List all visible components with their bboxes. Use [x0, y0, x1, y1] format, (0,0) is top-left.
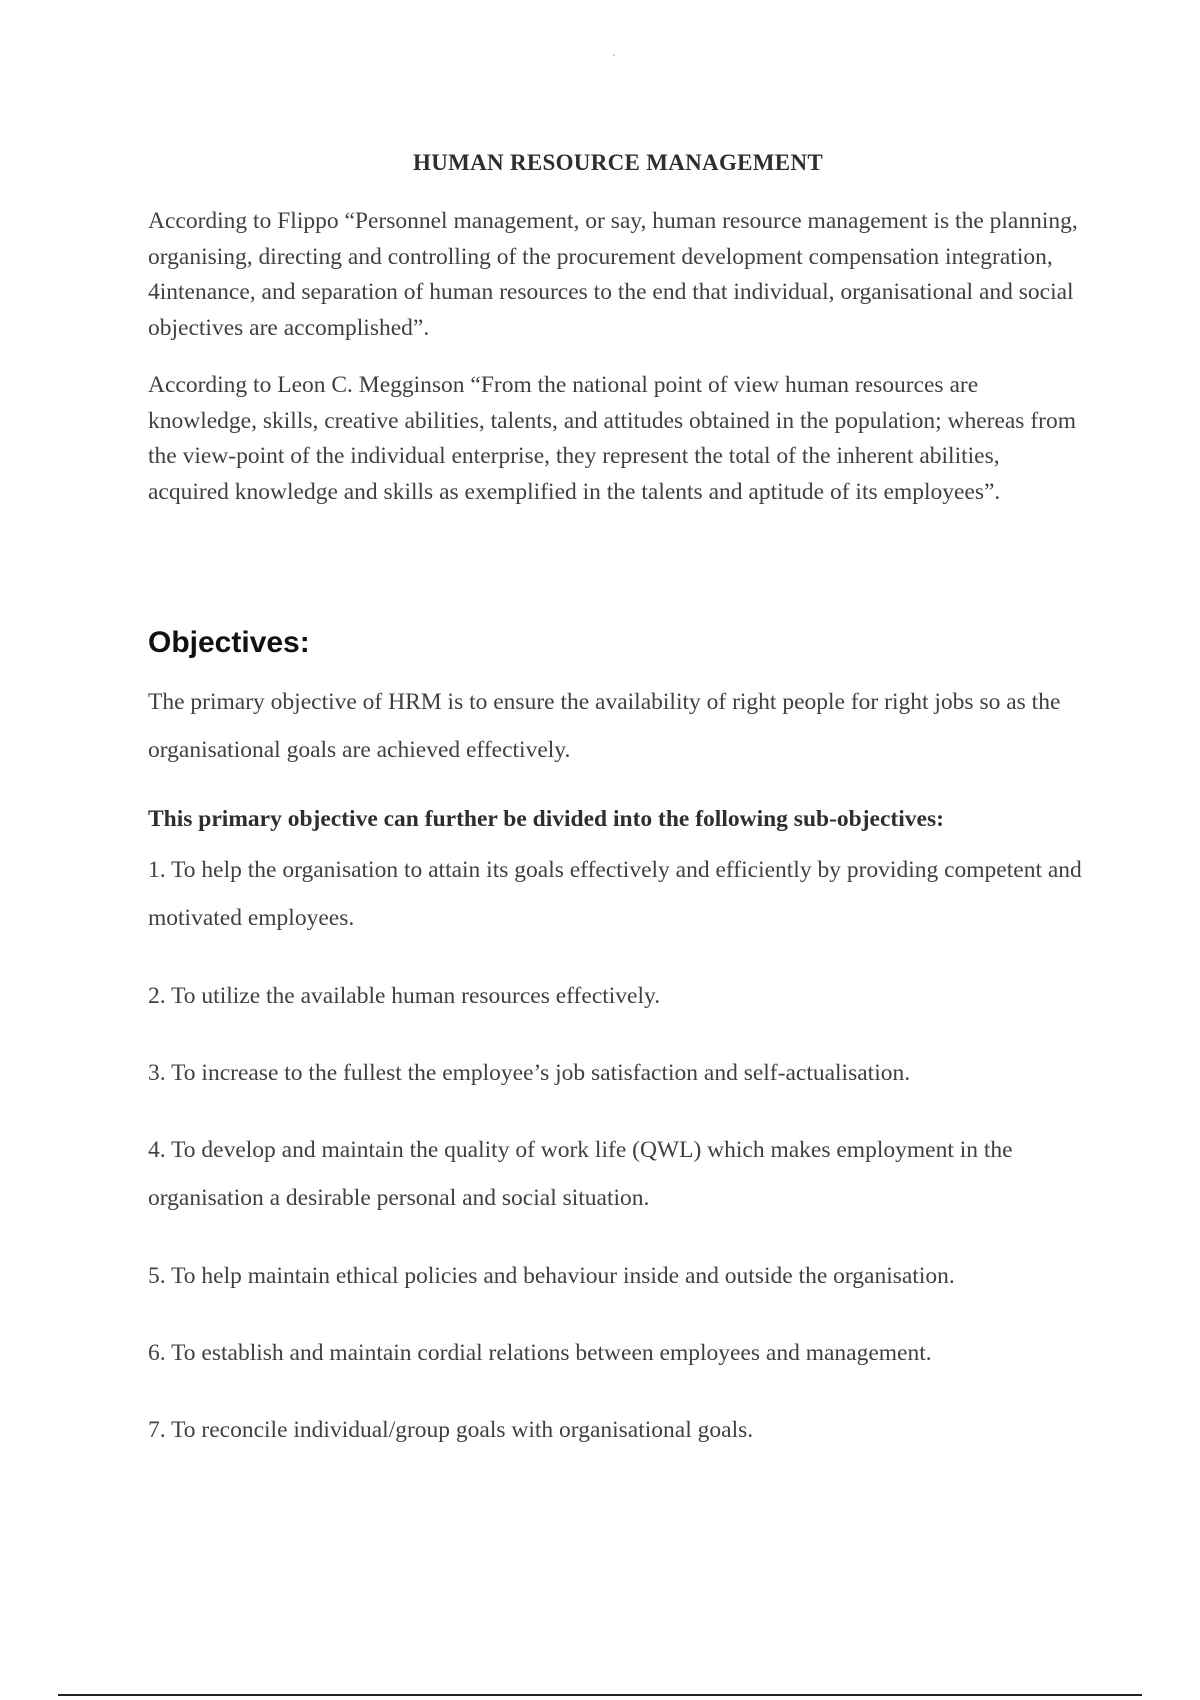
objectives-heading: Objectives:	[148, 626, 310, 659]
sub-objective-item: 6. To establish and maintain cordial relations between employees and management.	[148, 1340, 932, 1366]
definition-flippo: According to Flippo “Personnel management, or say, human resource management is the planning, organising, directing and controlling of the procurement development compensation integration, 4intenance, and separation of human resources to the end that individual, organisational and social objectives are accomplished”.	[148, 208, 1078, 341]
primary-objective: The primary objective of HRM is to ensure the availability of right people for right jobs so as the organisational goals are achieved effectively.	[148, 689, 1061, 763]
sub-objective-item: 5. To help maintain ethical policies and behaviour inside and outside the organisation.	[148, 1263, 955, 1289]
sub-objective-item: 4. To develop and maintain the quality of work life (QWL) which makes employment in the organisation a desirable personal and social situation.	[148, 1137, 1013, 1211]
sub-objectives-heading: This primary objective can further be divided into the following sub-objectives:	[148, 806, 944, 832]
sub-objective-item: 3. To increase to the fullest the employee’s job satisfaction and self-actualisation.	[148, 1060, 911, 1086]
sub-objective-item: 1. To help the organisation to attain its goals effectively and efficiently by providing competent and motivated employees.	[148, 857, 1082, 931]
page-title: HUMAN RESOURCE MANAGEMENT	[413, 150, 823, 175]
footer-rule	[58, 1694, 1142, 1696]
scan-speck	[613, 54, 615, 56]
definition-megginson: According to Leon C. Megginson “From the national point of view human resources are knowledge, skills, creative abilities, talents, and attitudes obtained in the population; whereas from the view-point of the individual enterprise, they represent the total of the inherent abilities, acquired knowledge and skills as exemplified in the talents and aptitude of its employees”.	[148, 372, 1077, 505]
sub-objective-item: 2. To utilize the available human resources effectively.	[148, 983, 661, 1009]
sub-objective-item: 7. To reconcile individual/group goals with organisational goals.	[148, 1417, 754, 1443]
